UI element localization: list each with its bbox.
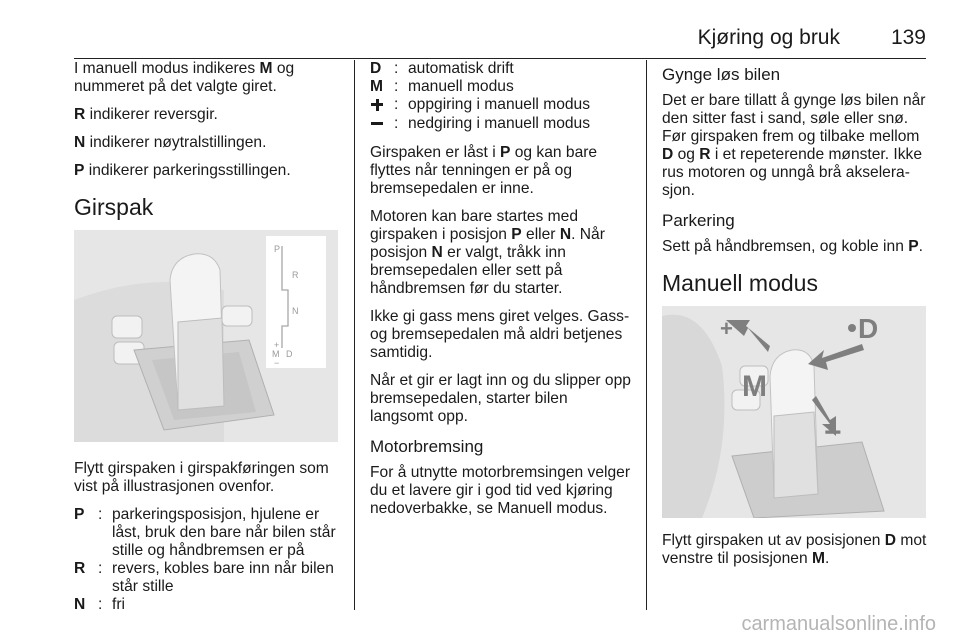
gate-label-plus: + (274, 340, 280, 350)
illustration-label-d: D (858, 313, 879, 344)
paragraph: For å utnytte motorbremsingen velger du et lavere gir i god tid ved kjøring nedoverbakke, se Manuell modus. (370, 464, 631, 517)
illustration-label-m: M (742, 370, 767, 403)
paragraph: R indikerer reversgir. (74, 106, 218, 123)
paragraph: Når et gir er lagt inn og du slipper opp bremsepedalen, starter bilen langsomt opp. (370, 372, 631, 425)
paragraph: N indikerer nøytralstillingen. (74, 134, 267, 151)
section-heading-motorbremsing: Motorbremsing (370, 437, 484, 456)
gear-lever-drawing (74, 230, 338, 442)
gate-label-d: D (286, 349, 293, 359)
list-item: D : automatisk drift (370, 60, 514, 77)
gate-label-m: M (272, 349, 280, 359)
section-heading-girspak: Girspak (74, 194, 154, 220)
column-2 (370, 60, 635, 528)
list-item: M : manuell modus (370, 78, 514, 95)
gate-label-n: N (292, 306, 299, 316)
illustration-label-minus: − (824, 416, 842, 449)
column-divider (354, 60, 355, 610)
section-heading-manuell-modus: Manuell modus (662, 270, 818, 296)
header-title: Kjøring og bruk (697, 26, 840, 49)
list-item: : nedgiring i manuell modus (370, 115, 635, 134)
list-item: P : parkeringsposisjon, hjulene er låst, bruk den bare når bilen står stille og håndbremsen er på (74, 506, 336, 559)
list-item: N : fri (74, 596, 125, 613)
paragraph: Sett på håndbremsen, og koble inn P. (662, 238, 923, 255)
gate-label-minus: − (274, 358, 280, 368)
gear-lever-illustration (74, 230, 338, 442)
gear-positions-list (74, 506, 344, 614)
paragraph: Girspaken er låst i P og kan bare flyttes når tenningen er på og bremsepedalen er inne. (370, 144, 598, 197)
page-number: 139 (890, 26, 926, 49)
list-item: : oppgiring i manuell modus (370, 96, 635, 115)
gate-label-p: P (274, 244, 281, 254)
watermark: carmanualsonline.info (741, 613, 936, 635)
paragraph: Motoren kan bare startes med girspaken i posisjon P eller N. Når posisjon N er valgt, tråkk inn bremsepedalen eller sett på håndbremsen før du starter. (370, 208, 605, 297)
manual-mode-illustration (662, 306, 926, 518)
paragraph: Det er bare tillatt å gynge løs bilen når den sitter fast i sand, søle eller snø. Før girspaken frem og tilbake mellom D og R i et repeterende mønster. Ikke rus motoren og unngå brå akselerasjon. (662, 92, 926, 199)
column-3 (662, 60, 927, 578)
paragraph: P indikerer parkeringsstillingen. (74, 162, 291, 179)
figure-caption: Flytt girspaken i girspakføringen som vist på illustrasjonen ovenfor. (74, 460, 329, 495)
illustration-label-plus: + (720, 316, 733, 341)
gate-label-r: R (292, 270, 299, 280)
list-item: R : revers, kobles bare inn når bilen står stille (74, 560, 334, 595)
column-divider (646, 60, 647, 610)
section-heading-parkering: Parkering (662, 211, 735, 230)
section-heading-gynge: Gynge løs bilen (662, 65, 781, 84)
column-1 (74, 60, 344, 624)
plus-icon (370, 98, 384, 112)
paragraph: I manuell modus indikeres M og nummeret på det valgte giret. (74, 60, 295, 95)
minus-icon (370, 117, 384, 131)
paragraph: Ikke gi gass mens giret velges. Gass- og bremsepedalen må aldri betjenes samtidig. (370, 308, 630, 361)
manual-mode-drawing (662, 306, 926, 518)
paragraph: Flytt girspaken ut av posisjonen D mot venstre til posisjonen M. (662, 532, 927, 567)
page-header (74, 0, 926, 59)
gear-modes-list (370, 60, 635, 134)
